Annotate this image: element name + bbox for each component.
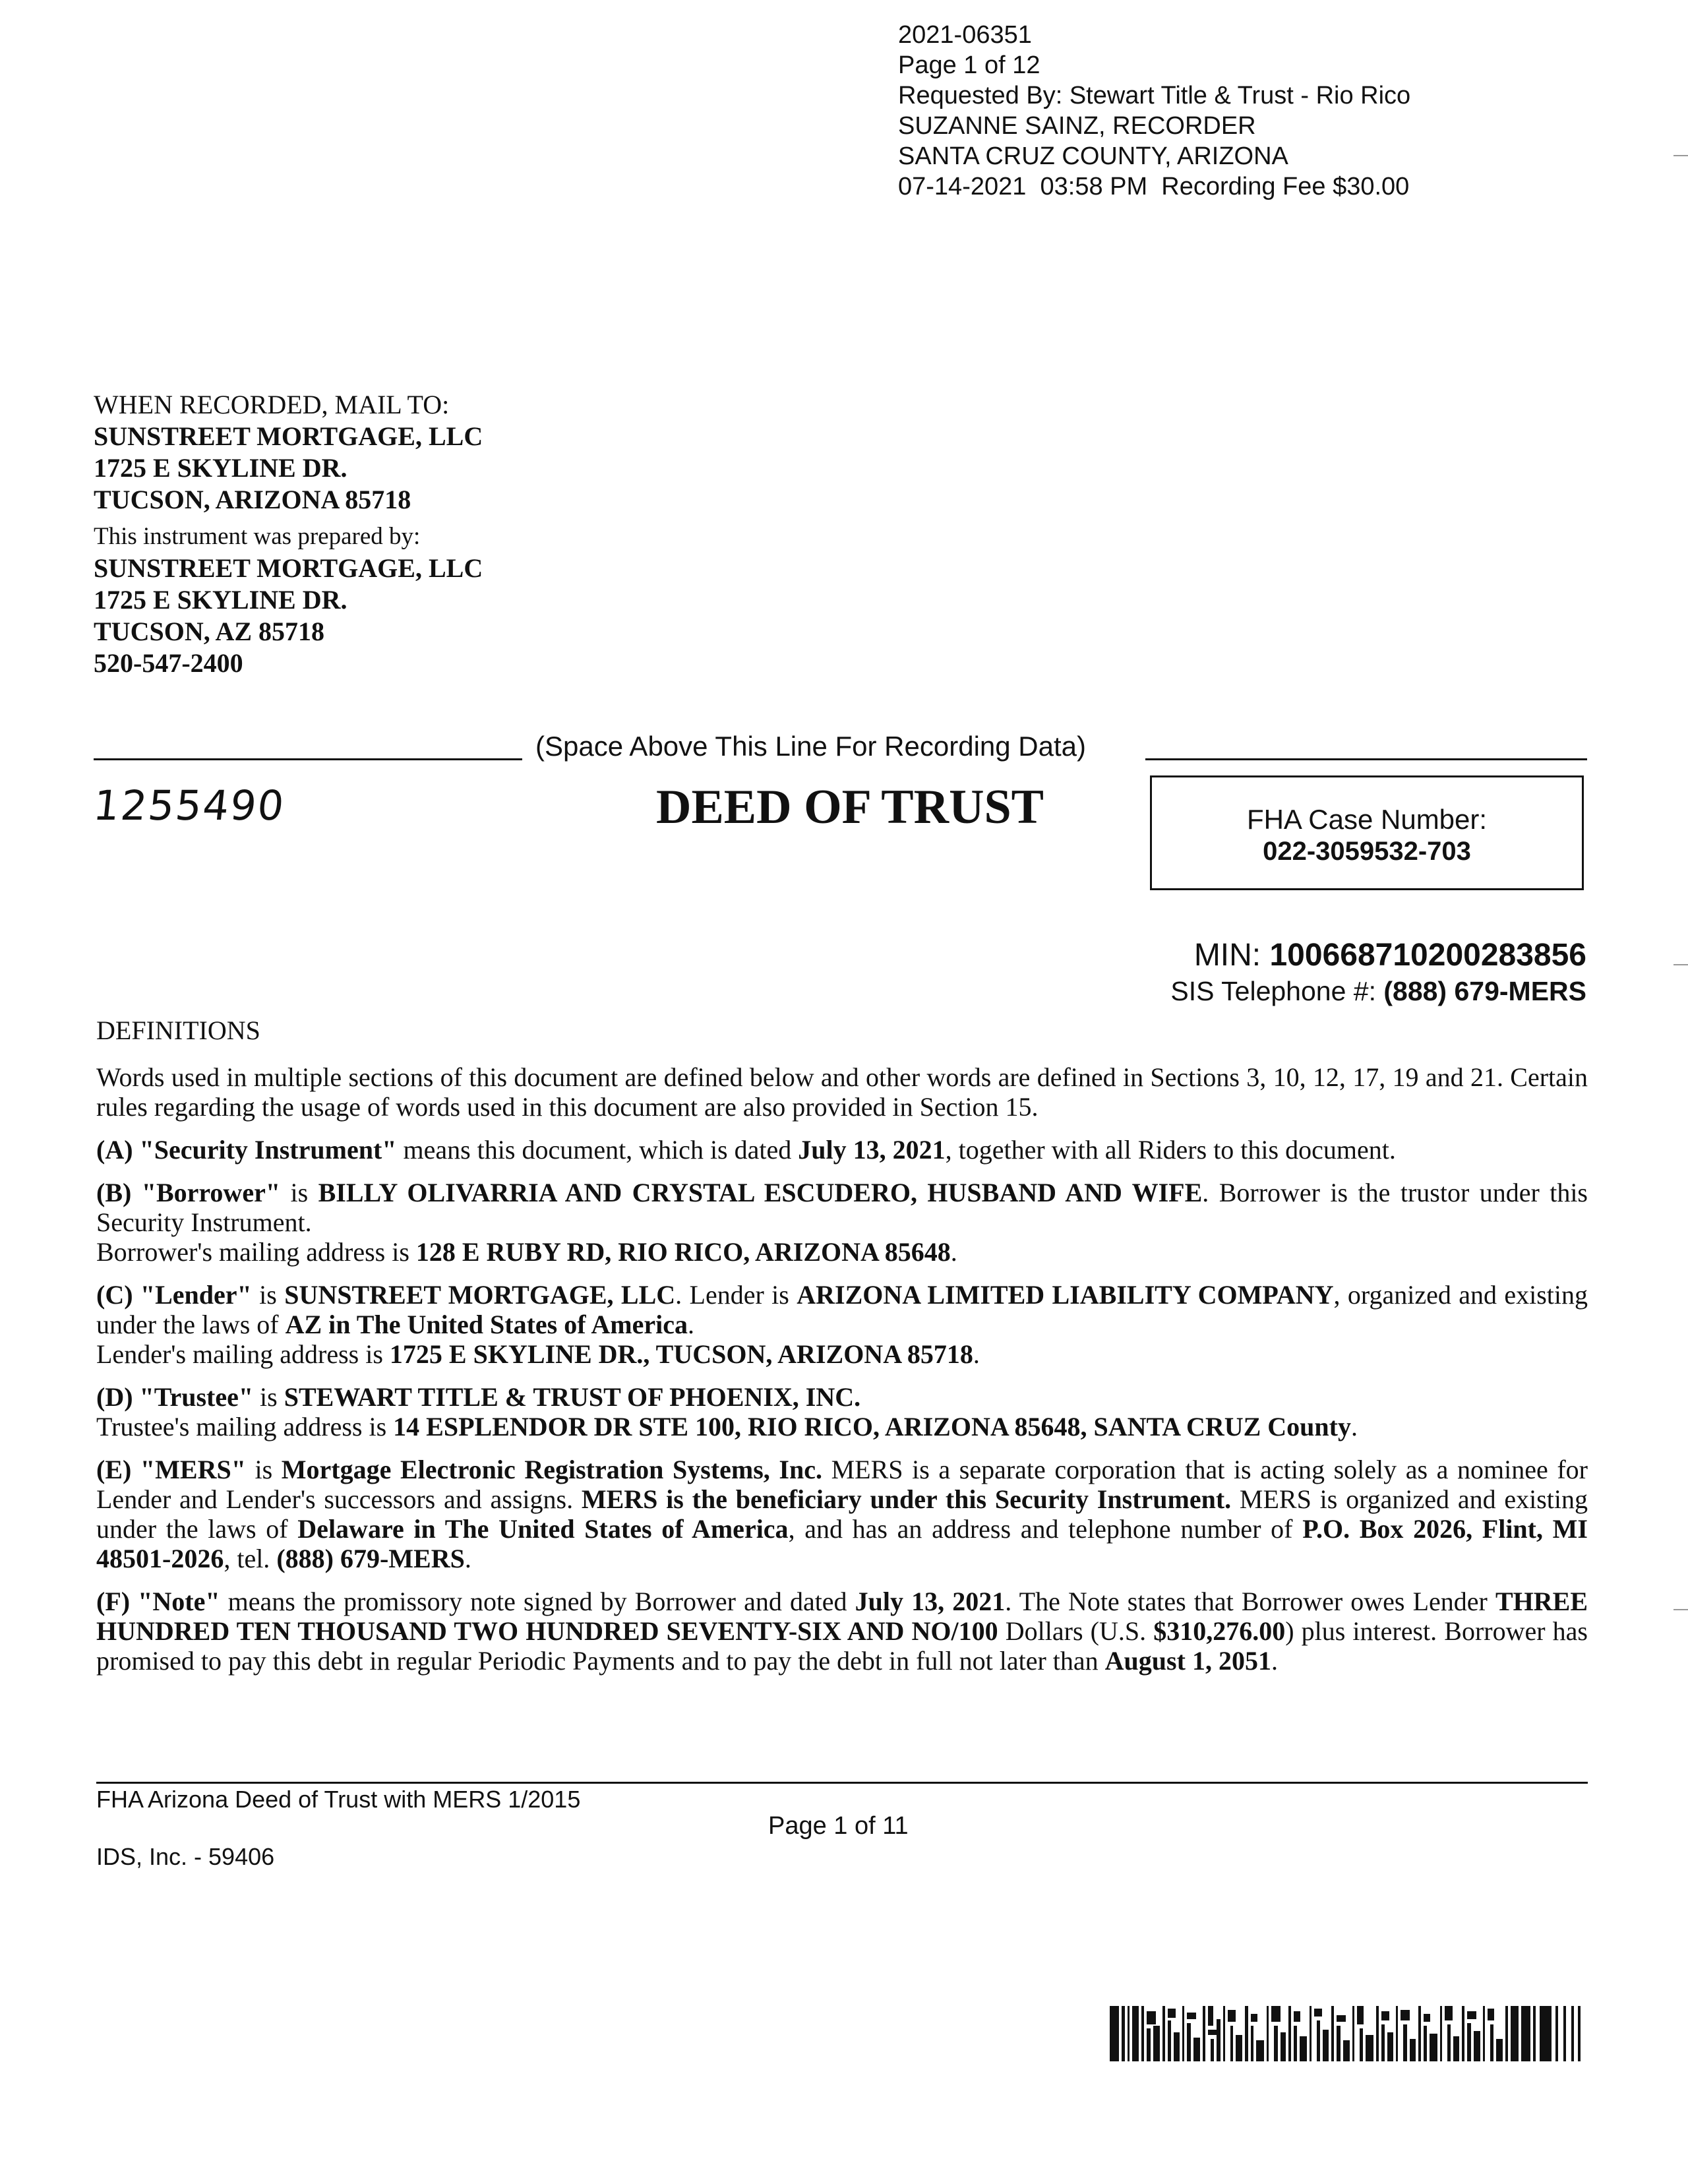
- recording-space-note: (Space Above This Line For Recording Data): [535, 731, 1086, 762]
- barcode-image: [1110, 2006, 1581, 2061]
- prepared-by-line: 520-547-2400: [94, 648, 243, 678]
- recording-stamp: [898, 20, 1410, 202]
- borrower-address: 128 E RUBY RD, RIO RICO, ARIZONA 85648: [415, 1237, 951, 1267]
- note-date: July 13, 2021: [855, 1587, 1006, 1616]
- definition-mers: (E) "MERS" is Mortgage Electronic Registration Systems, Inc. MERS is a separate corporation that is acting solely as a nominee for Lender and Lender's successors and assigns. MERS is the beneficiary under this Security Instrument. MERS is organized and existing under the laws of Delaware in The United States of America, and has an address and telephone number of P.O. Box 2026, Flint, MI 48501-2026, tel. (888) 679-MERS.: [96, 1455, 1588, 1573]
- definition-note: (F) "Note" means the promissory note signed by Borrower and dated July 13, 2021. The Note states that Borrower owes Lender THREE HUNDRED TEN THOUSAND TWO HUNDRED SEVENTY-SIX AND NO/100 Dollars (U.S. $310,276.00) plus interest. Borrower has promised to pay this debt in regular Periodic Payments and to pay the debt in full not later than August 1, 2051.: [96, 1587, 1588, 1676]
- trustee-address: 14 ESPLENDOR DR STE 100, RIO RICO, ARIZONA 85648, SANTA CRUZ County: [393, 1412, 1351, 1441]
- footer-form-name: FHA Arizona Deed of Trust with MERS 1/2015: [96, 1786, 581, 1813]
- requested-by: Requested By: Stewart Title & Trust - Rio Rico: [898, 82, 1411, 109]
- mail-to-block: [94, 389, 483, 516]
- divider-rule-left: [94, 758, 522, 760]
- scan-edge-mark: [1673, 155, 1688, 156]
- divider-rule-right: [1145, 758, 1587, 760]
- recording-datetime-fee: 07-14-2021 03:58 PM Recording Fee $30.00: [898, 173, 1410, 200]
- scan-edge-mark: [1673, 964, 1688, 965]
- definition-trustee: (D) "Trustee" is STEWART TITLE & TRUST OF PHOENIX, INC. Trustee's mailing address is 14 ESPLENDOR DR STE 100, RIO RICO, ARIZONA 85648, SANTA CRUZ County.: [96, 1382, 1358, 1441]
- mail-to-line: SUNSTREET MORTGAGE, LLC: [94, 421, 483, 451]
- prepared-by-line: TUCSON, AZ 85718: [94, 617, 325, 646]
- fha-case-box: [1150, 775, 1584, 890]
- scan-edge-mark: [1673, 1609, 1688, 1610]
- definition-label: (C) "Lender": [96, 1280, 252, 1310]
- mers-jurisdiction: Delaware in The United States of America: [297, 1514, 789, 1544]
- definition-label: (A) "Security Instrument": [96, 1135, 397, 1165]
- fha-case-label: FHA Case Number:: [1246, 804, 1488, 835]
- definitions-intro: Words used in multiple sections of this document are defined below and other words are defined in Sections 3, 10, 12, 17, 19 and 21. Certain rules regarding the usage of words used in this document are also provided in Section 15.: [96, 1062, 1588, 1122]
- min-number: 100668710200283856: [1269, 938, 1586, 973]
- recording-space-divider: [94, 731, 1587, 764]
- definition-lender: (C) "Lender" is SUNSTREET MORTGAGE, LLC. Lender is ARIZONA LIMITED LIABILITY COMPANY, organized and existing under the laws of AZ in The United States of America. Lender's mailing address is 1725 E SKYLINE DR., TUCSON, ARIZONA 85718.: [96, 1280, 1588, 1369]
- footer-page-number: Page 1 of 11: [768, 1812, 909, 1840]
- county-name: SANTA CRUZ COUNTY, ARIZONA: [898, 142, 1288, 170]
- mail-to-line: 1725 E SKYLINE DR.: [94, 453, 347, 483]
- min-block: [1170, 936, 1586, 1008]
- instrument-date: July 13, 2021: [798, 1135, 946, 1165]
- definitions-heading: DEFINITIONS: [96, 1016, 260, 1045]
- min-label: MIN:: [1193, 938, 1261, 973]
- lender-address: 1725 E SKYLINE DR., TUCSON, ARIZONA 85718: [389, 1339, 973, 1369]
- loan-amount: $310,276.00: [1153, 1616, 1286, 1646]
- lender-entity-type: ARIZONA LIMITED LIABILITY COMPANY: [797, 1280, 1334, 1310]
- definition-label: (E) "MERS": [96, 1455, 246, 1484]
- definition-borrower: (B) "Borrower" is BILLY OLIVARRIA AND CRYSTAL ESCUDERO, HUSBAND AND WIFE. Borrower is the trustor under this Security Instrument. Borrower's mailing address is 128 E RUBY RD, RIO RICO, ARIZONA 85648.: [96, 1178, 1588, 1267]
- definitions-section: [96, 1016, 1588, 1689]
- handwritten-number: 1255490: [91, 781, 287, 830]
- mers-address: P.O. Box 2026, Flint, MI 48501-2026: [96, 1514, 1588, 1573]
- sis-number: (888) 679-MERS: [1383, 976, 1586, 1006]
- lender-name: SUNSTREET MORTGAGE, LLC: [284, 1280, 676, 1310]
- definition-label: (B) "Borrower": [96, 1178, 281, 1207]
- prepared-by-line: SUNSTREET MORTGAGE, LLC: [94, 553, 483, 583]
- prepared-by-line: 1725 E SKYLINE DR.: [94, 585, 347, 615]
- trustee-name: STEWART TITLE & TRUST OF PHOENIX, INC.: [284, 1382, 861, 1412]
- mers-name: Mortgage Electronic Registration Systems, Inc.: [281, 1455, 822, 1484]
- borrower-names: BILLY OLIVARRIA AND CRYSTAL ESCUDERO, HUSBAND AND WIFE: [318, 1178, 1203, 1207]
- mers-beneficiary-statement: MERS is the beneficiary under this Security Instrument.: [581, 1484, 1232, 1514]
- footer-divider: [96, 1782, 1588, 1784]
- prepared-by-block: [94, 521, 483, 679]
- definition-security-instrument: (A) "Security Instrument" means this document, which is dated July 13, 2021, together with all Riders to this document.: [96, 1135, 1396, 1165]
- mail-to-line: TUCSON, ARIZONA 85718: [94, 485, 411, 514]
- sis-label: SIS Telephone #:: [1170, 976, 1376, 1006]
- footer-ids-number: IDS, Inc. - 59406: [96, 1843, 275, 1870]
- fha-case-number: 022-3059532-703: [1263, 837, 1471, 866]
- stamp-page-count: Page 1 of 12: [898, 51, 1040, 79]
- maturity-date: August 1, 2051: [1104, 1646, 1271, 1676]
- document-number: 2021-06351: [898, 21, 1032, 49]
- recorder-name: SUZANNE SAINZ, RECORDER: [898, 112, 1256, 140]
- mail-to-heading: WHEN RECORDED, MAIL TO:: [94, 390, 450, 419]
- loan-amount-words: THREE HUNDRED TEN THOUSAND TWO HUNDRED SEVENTY-SIX AND NO/100: [96, 1587, 1588, 1646]
- definition-label: (F) "Note": [96, 1587, 220, 1616]
- lender-jurisdiction: AZ in The United States of America: [285, 1310, 688, 1339]
- definition-label: (D) "Trustee": [96, 1382, 254, 1412]
- document-title: DEED OF TRUST: [656, 780, 1044, 834]
- prepared-by-heading: This instrument was prepared by:: [94, 523, 421, 550]
- mers-telephone: (888) 679-MERS: [276, 1544, 465, 1573]
